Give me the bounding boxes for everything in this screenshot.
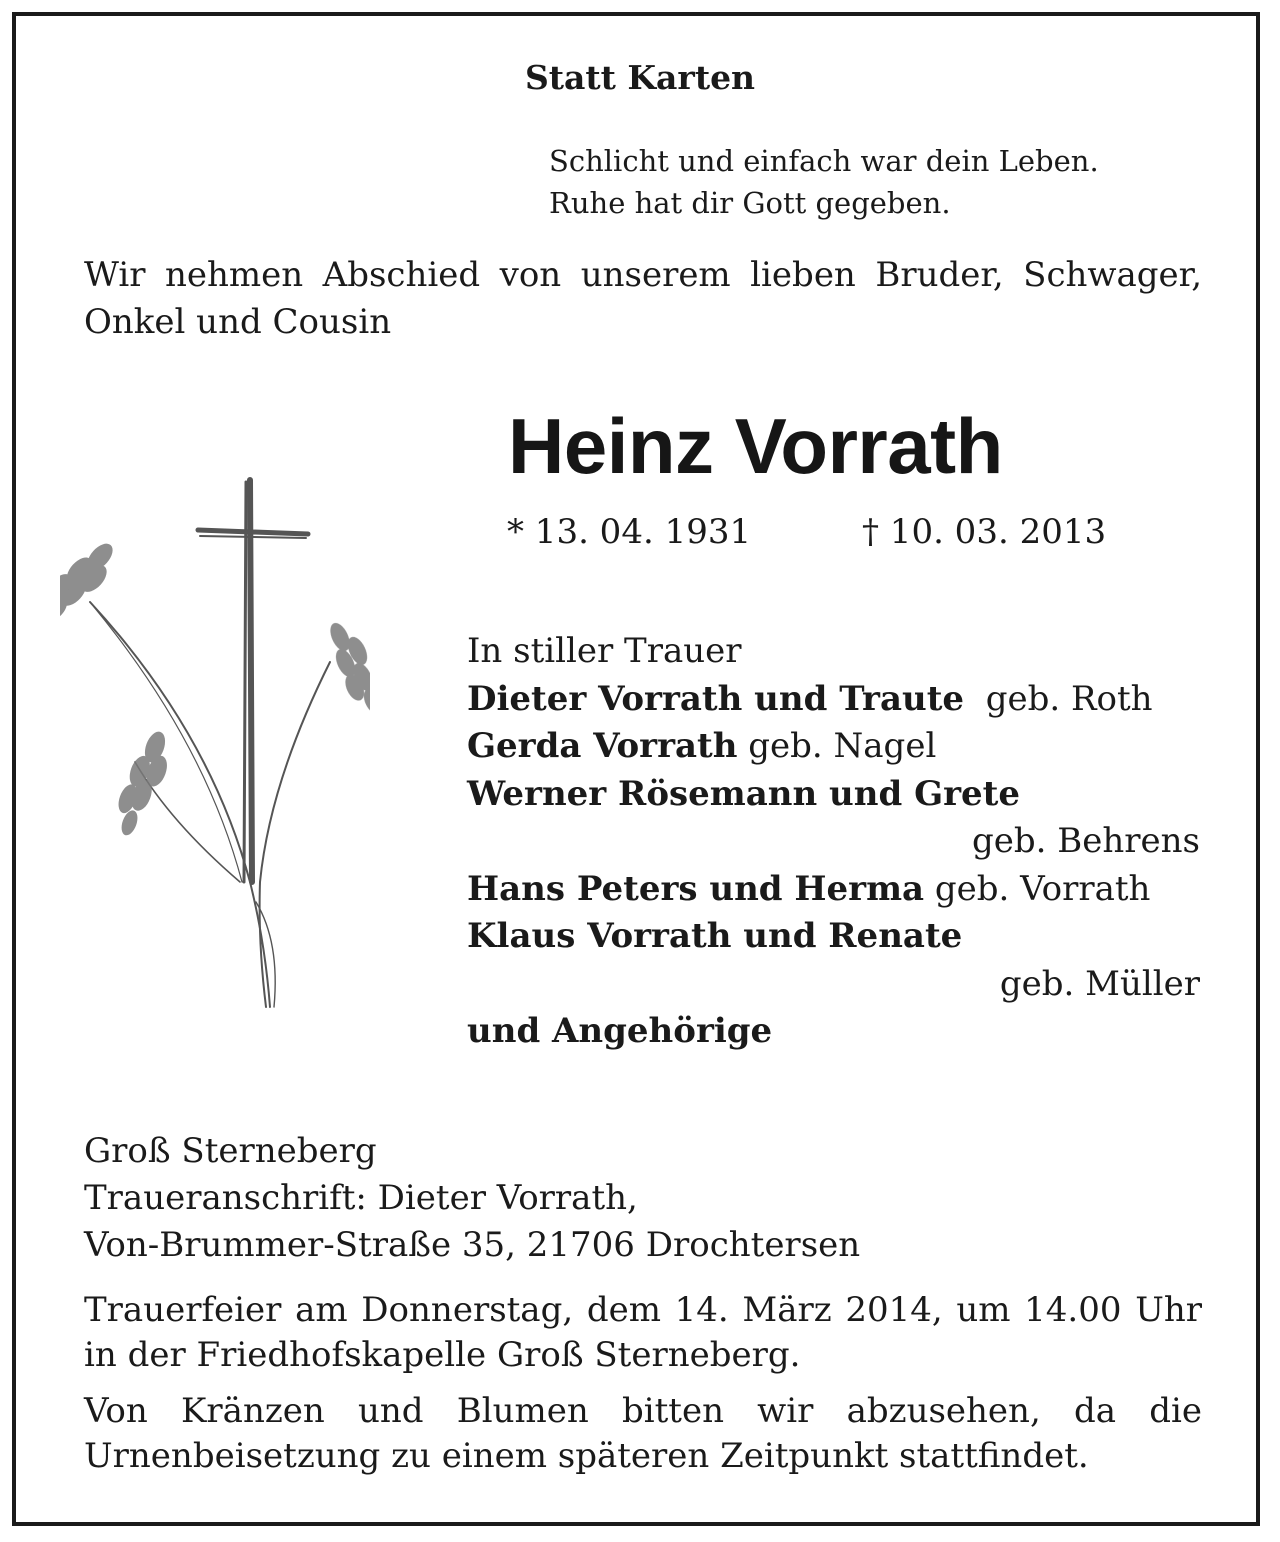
mourner-row-4 bbox=[467, 818, 1200, 866]
birth-date: * 13. 04. 1931 bbox=[507, 512, 752, 552]
intro-text: Wir nehmen Abschied von unserem lieben Bruder, Schwager, Onkel und Cousin bbox=[84, 255, 1202, 342]
mourner-row-1 bbox=[467, 676, 1200, 724]
verse bbox=[549, 140, 1099, 224]
mourner-maiden-name: geb. Roth bbox=[985, 678, 1153, 719]
address-line-2: Von-Brummer-Straße 35, 21706 Drochtersen bbox=[84, 1225, 861, 1265]
verse-line-2: Ruhe hat dir Gott gegeben. bbox=[549, 186, 951, 220]
mourner-maiden-name: geb. Vorrath bbox=[934, 868, 1151, 909]
deceased-name: Heinz Vorrath bbox=[508, 402, 1003, 490]
mourner-name: Hans Peters und Herma bbox=[467, 868, 925, 909]
mourner-maiden-name: geb. Müller bbox=[999, 963, 1200, 1004]
mourning-address bbox=[84, 1128, 860, 1269]
mourner-maiden-name: geb. Nagel bbox=[748, 726, 937, 766]
flowers-note: Von Kränzen und Blumen bitten wir abzusehen, da die Urnenbeisetzung zu einem späteren Zeitpunkt stattfindet. bbox=[84, 1391, 1202, 1476]
mourner-name: Klaus Vorrath und Renate bbox=[467, 916, 963, 956]
ceremony-text: Trauerfeier am Donnerstag, dem 14. März 2014, um 14.00 Uhr in der Friedhofskapelle Groß Sterneberg. bbox=[84, 1290, 1202, 1375]
mourner-maiden-name: geb. Behrens bbox=[972, 821, 1200, 861]
mourner-name: Dieter Vorrath und Traute bbox=[467, 678, 965, 719]
mourner-name: und Angehörige bbox=[467, 1011, 773, 1051]
verse-line-1: Schlicht und einfach war dein Leben. bbox=[549, 144, 1099, 178]
mourner-row-8 bbox=[467, 1008, 1200, 1056]
cross-with-wheat-icon bbox=[60, 462, 370, 1022]
header-statt-karten: Statt Karten bbox=[524, 58, 756, 97]
mourners-block bbox=[467, 628, 1200, 1056]
death-date: † 10. 03. 2013 bbox=[862, 512, 1107, 552]
mourner-name: Gerda Vorrath bbox=[467, 726, 738, 766]
mourners-title: In stiller Trauer bbox=[467, 631, 742, 671]
mourner-name: Werner Rösemann und Grete bbox=[467, 773, 1021, 814]
address-place: Groß Sterneberg bbox=[84, 1131, 377, 1171]
mourner-row-7 bbox=[467, 961, 1200, 1009]
mourner-row-5 bbox=[467, 866, 1200, 914]
mourner-row-2 bbox=[467, 723, 1200, 771]
mourner-row-6 bbox=[467, 913, 1200, 961]
address-line-1: Traueranschrift: Dieter Vorrath, bbox=[84, 1178, 638, 1218]
mourner-row-3 bbox=[467, 771, 1200, 819]
